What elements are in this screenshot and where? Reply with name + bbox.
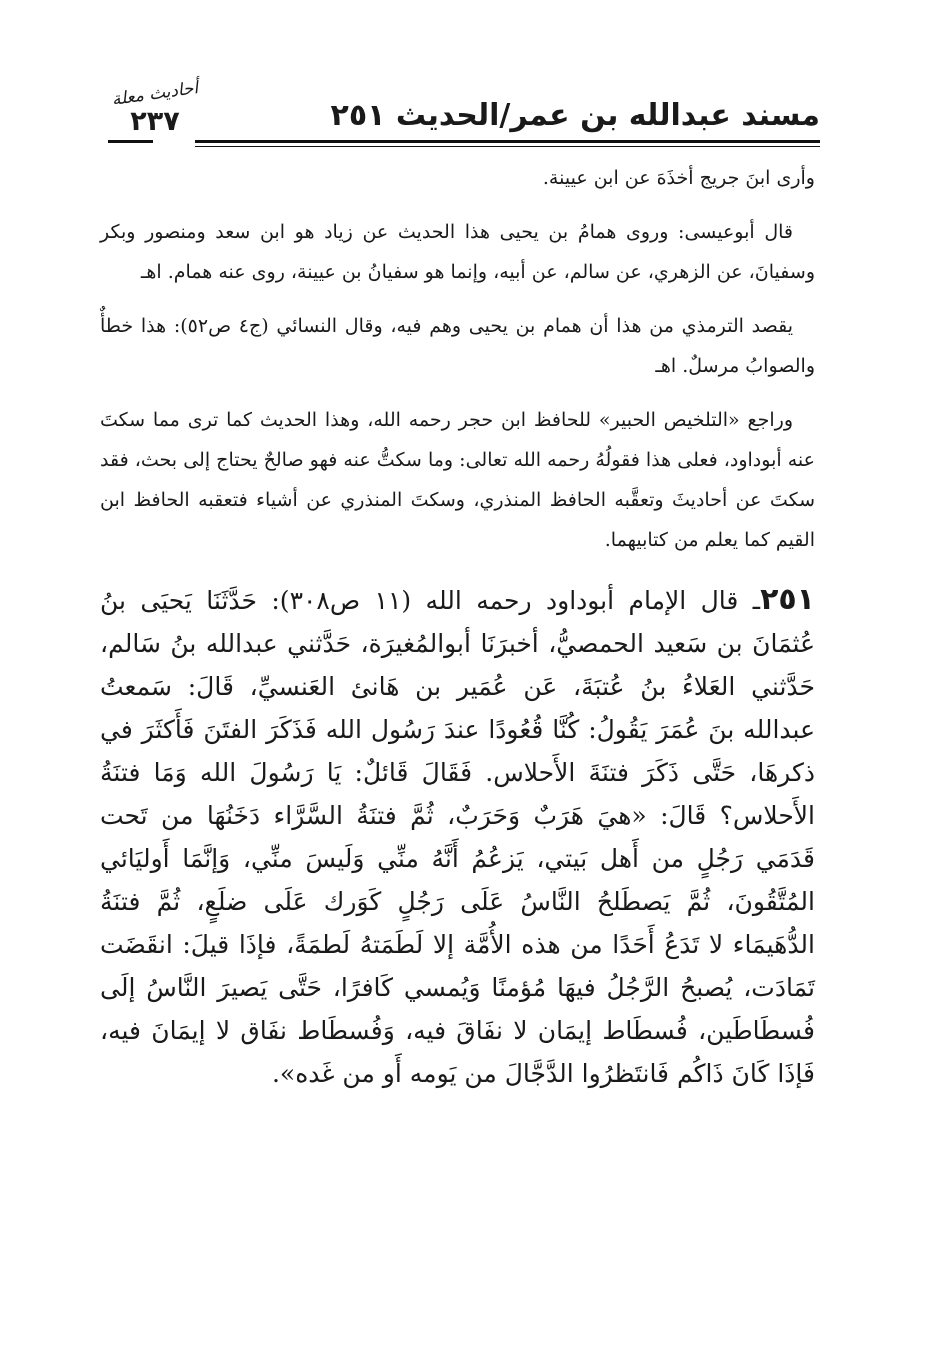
- running-title: مسند عبدالله بن عمر/الحديث ٢٥١: [330, 98, 820, 133]
- hadith-text: ـ قال الإمام أبوداود رحمه الله (١١ ص٣٠٨): حَدَّثَنَا يَحيَى بنُ عُثمَانَ بن سَعيد الحمصيُّ، أخبرَنَا أبوالمُغيرَة، حَدَّثني عبدالله بنُ سَالم، حَدَّثني العَلاءُ بنُ عُتبَةَ، عَن عُمَير بن هَانئ العَنسيِّ، قَالَ: سَمعتُ عبدالله بنَ عُمَرَ يَقُولُ: كُنَّا قُعُودًا عندَ رَسُول الله فَذَكَرَ الفتَنَ فَأَكثَرَ في ذكرهَا، حَتَّى ذَكَرَ فتنَةَ الأَحلاس. فَقَالَ قَائلٌ: يَا رَسُولَ الله وَمَا فتنَةُ الأَحلاس؟ قَالَ: «هيَ هَرَبٌ وَحَرَبٌ، ثُمَّ فتنَةُ السَّرَّاء دَخَنُهَا من تَحت قَدَمَي رَجُلٍ من أَهل بَيتي، يَزعُمُ أَنَّهُ منِّي وَلَيسَ منِّي، وَإنَّمَا أَوليَائي المُتَّقُونَ، ثُمَّ يَصطَلحُ النَّاسُ عَلَى رَجُلٍ كَوَرك عَلَى ضلَعٍ، ثُمَّ فتنَةُ الدُّهَيمَاء لا تَدَعُ أَحَدًا من هذه الأُمَّة إلا لَطَمَتهُ لَطمَةً، فإذَا قيلَ: انقَضَت تَمَادَت، يُصبحُ الرَّجُلُ فيهَا مُؤمنًا وَيُمسي كَافرًا، حَتَّى يَصيرَ النَّاسُ إلَى فُسطَاطَين، فُسطَاط إيمَان لا نفَاقَ فيه، وَفُسطَاط نفَاق لا إيمَانَ فيه، فَإذَا كَانَ ذَاكُم فَانتَظرُوا الدَّجَّالَ من يَومه أَو من غَده».: [100, 586, 815, 1088]
- header-rule-thin: [195, 146, 820, 147]
- paragraph-1: وأرى ابنَ جريج أخذَهَ عن ابن عيينة.: [542, 167, 815, 189]
- handwritten-note: أحاديث معلة: [110, 78, 200, 110]
- page-header: [95, 80, 820, 150]
- body-text: [100, 158, 815, 1120]
- page-number-block: [100, 80, 210, 150]
- paragraph-4: وراجع «التلخيص الحبير» للحافظ ابن حجر رحمه الله، وهذا الحديث كما ترى مما سكتَ عنه أبوداود، فعلى هذا فقولُهُ رحمه الله تعالى: وما سكتُّ عنه فهو صالحٌ يحتاج إلى بحث، فقد سكتَ عن أحاديثَ وتعقَّبه الحافظ المنذري، وسكتَ المنذري عن أشياء فتعقبه الحافظ ابن القيم كما يعلم من كتابيهما.: [100, 409, 815, 551]
- hadith-number: ٢٥١: [760, 582, 815, 617]
- header-rule: [195, 140, 820, 143]
- paragraph-3: يقصد الترمذي من هذا أن همام بن يحيى وهم فيه، وقال النسائي (ج٤ ص٥٢): هذا خطأٌ والصوابُ مرسلٌ. اهـ: [100, 315, 815, 377]
- hadith-entry: [100, 578, 815, 1095]
- paragraph-2: قال أبوعيسى: وروى همامُ بن يحيى هذا الحديث عن زياد هو ابن سعد ومنصور وبكر وسفيانَ، عن الزهري، عن سالم، عن أبيه، وإنما هو سفيانُ بن عيينة، روى عنه همام. اهـ: [100, 221, 815, 283]
- page-number: ٢٣٧: [130, 106, 180, 137]
- page-number-rule: [108, 140, 153, 143]
